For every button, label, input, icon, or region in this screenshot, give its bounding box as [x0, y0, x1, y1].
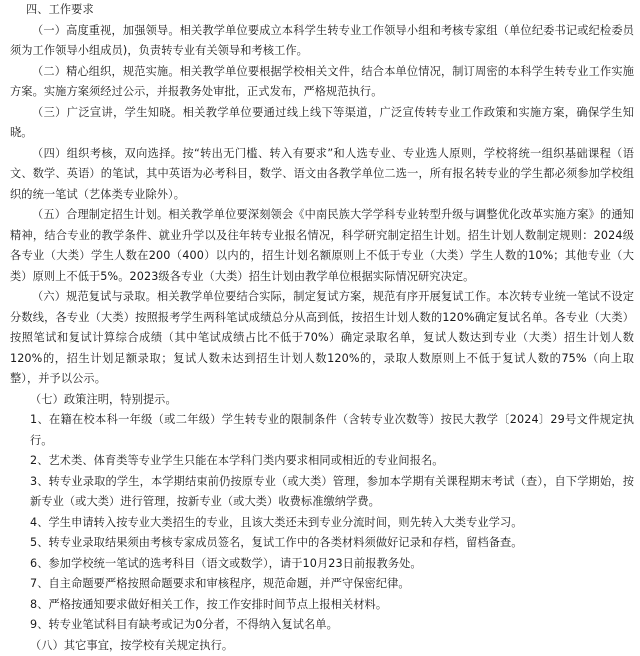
- policy-item-7: 7、自主命题要严格按照命题要求和审核程序，规范命题，并严守保密纪律。: [10, 574, 634, 595]
- policy-item-1: 1、在籍在校本科一年级（或二年级）学生转专业的限制条件（含转专业次数等）按民大教学〔2024〕29号文件规定执行。: [10, 410, 634, 451]
- section-heading: 四、工作要求: [10, 0, 634, 21]
- final-item: （八）其它事宜，按学校有关规定执行。: [10, 636, 634, 656]
- policy-item-4: 4、学生申请转入按专业大类招生的专业，且该大类还未到专业分流时间，则先转入大类专业学习。: [10, 513, 634, 534]
- policy-heading: （七）政策注明，特别提示。: [10, 390, 634, 411]
- paragraph-organization: （二）精心组织，规范实施。相关教学单位要根据学校相关文件，结合本单位情况，制订周密的本科学生转专业工作实施方案。实施方案须经过公示，并报教务处审批，正式发布，严格规范执行。: [10, 62, 634, 103]
- paragraph-assessment: （四）组织考核，双向选择。按“转出无门槛、转入有要求”和人选专业、专业选人原则，学校将统一组织基础课程（语文、数学、英语）的笔试，其中英语为必考科目，数学、语文由各教学单位二选一，所有报名转专业的学生都必须参加学校组织的统一笔试（艺体类专业除外）。: [10, 144, 634, 206]
- policy-item-9: 9、转专业笔试科目有缺考或记为0分者，不得纳入复试名单。: [10, 615, 634, 636]
- policy-item-2: 2、艺术类、体育类等专业学生只能在本学科门类内要求相同或相近的专业间报名。: [10, 451, 634, 472]
- policy-item-6: 6、参加学校统一笔试的选考科目（语文或数学），请于10月23日前报教务处。: [10, 554, 634, 575]
- policy-item-5: 5、转专业录取结果须由考核专家成员签名，复试工作中的各类材料须做好记录和存档，留档备查。: [10, 533, 634, 554]
- paragraph-publicity: （三）广泛宣讲，学生知晓。相关教学单位要通过线上线下等渠道，广泛宣传转专业工作政策和实施方案，确保学生知晓。: [10, 103, 634, 144]
- policy-item-3: 3、转专业录取的学生，本学期结束前仍按原专业（或大类）管理，参加本学期有关课程期末考试（查），自下学期始，按新专业（或大类）进行管理，按新专业（或大类）收费标准缴纳学费。: [10, 472, 634, 513]
- paragraph-leadership: （一）高度重视，加强领导。相关教学单位要成立本科学生转专业工作领导小组和考核专家组（单位纪委书记或纪检委员须为工作领导小组成员)，负责转专业有关领导和考核工作。: [10, 21, 634, 62]
- policy-item-8: 8、严格按通知要求做好相关工作，按工作安排时间节点上报相关材料。: [10, 595, 634, 616]
- paragraph-retest-admission: （六）规范复试与录取。相关教学单位要结合实际，制定复试方案，规范有序开展复试工作。本次转专业统一笔试不设定分数线，各专业（大类）按照报考学生两科笔试成绩总分从高到低，按招生计划人数的120%确定复试名单。各专业（大类）按照笔试和复试计算综合成绩（其中笔试成绩占比不低于70%）确定录取名单，复试人数达到专业（大类）招生计划人数120%的，招生计划足额录取；复试人数未达到招生计划人数120%的，录取人数原则上不低于复试人数的75%（向上取整），并予以公示。: [10, 287, 634, 390]
- paragraph-enrollment-plan: （五）合理制定招生计划。相关教学单位要深刻领会《中南民族大学学科专业转型升级与调整优化改革实施方案》的通知精神，结合专业的教学条件、就业升学以及往年转专业报名情况，科学研究制定招生计划。招生计划人数制定规则：2024级各专业（大类）学生人数在200（400）以内的，招生计划名额原则上不低于专业（大类）学生人数的10%；其他专业（大类）原则上不低于5%。2023级各专业（大类）招生计划由教学单位根据实际情况研究决定。: [10, 205, 634, 287]
